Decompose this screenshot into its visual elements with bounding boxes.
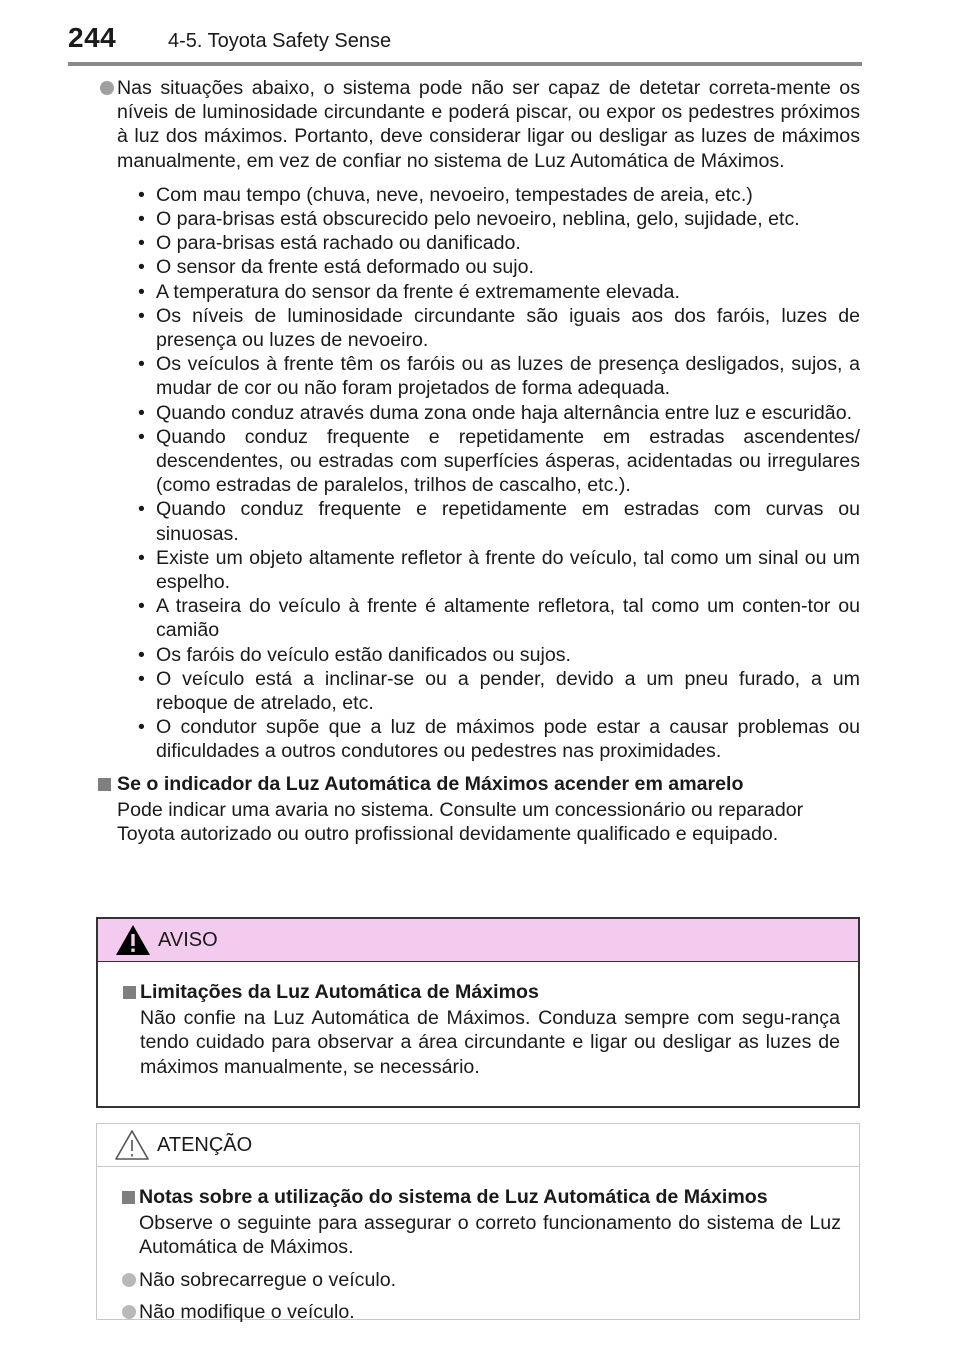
aviso-text: Não confie na Luz Automática de Máximos. Conduza sempre com segu-rança tendo cuidado para observar a área circundante e ligar ou desligar as luzes de máximos manualmente, se necessário. (140, 1007, 840, 1078)
atencao-body (97, 1167, 859, 1324)
aviso-title (123, 980, 840, 1004)
atencao-label: ATENÇÃO (157, 1134, 253, 1156)
square-bullet-icon (122, 1191, 135, 1204)
warning-triangle-outline-icon (113, 1128, 151, 1162)
list-item: • Quando conduz através duma zona onde haja alternância entre luz e escuridão. (156, 401, 860, 425)
square-bullet-icon (123, 986, 136, 999)
situation-list (100, 183, 860, 764)
section-title: 4-5. Toyota Safety Sense (168, 30, 392, 52)
list-item: • Os níveis de luminosidade circundante são iguais aos dos faróis, luzes de presença ou luzes de nevoeiro. (156, 304, 860, 352)
atencao-header (97, 1124, 859, 1167)
bullet-dot-icon (100, 81, 114, 95)
atencao-item-text: Não sobrecarregue o veículo. (139, 1268, 397, 1291)
list-item (122, 1268, 841, 1292)
list-item: • Os veículos à frente têm os faróis ou as luzes de presença desligados, sujos, a mudar de cor ou não foram projetados de forma adequada. (156, 352, 860, 400)
indicator-text: Pode indicar uma avaria no sistema. Consulte um concessionário ou reparador Toyota autorizado ou outro profissional devidamente qualificado e equipado. (117, 798, 804, 846)
atencao-box (96, 1123, 860, 1323)
list-item: • Quando conduz frequente e repetidamente em estradas ascendentes/ descendentes, ou estradas com superfícies ásperas, acidentadas ou irregulares (como estradas de paralelos, trilhos de cascalho, etc.). (156, 425, 860, 498)
aviso-label: AVISO (158, 929, 218, 951)
aviso-box (96, 917, 860, 1108)
page-header (0, 0, 960, 64)
intro-paragraph (100, 76, 860, 173)
list-item: • A traseira do veículo à frente é altamente refletora, tal como um conten-tor ou camião (156, 594, 860, 642)
list-item: • O para-brisas está obscurecido pelo nevoeiro, neblina, gelo, sujidade, etc. (156, 207, 860, 231)
atencao-title (122, 1185, 841, 1209)
list-item: • O condutor supõe que a luz de máximos pode estar a causar problemas ou dificuldades a outros condutores ou pedestres nas proximidades. (156, 715, 860, 763)
indicator-heading-text: Se o indicador da Luz Automática de Máximos acender em amarelo (117, 772, 744, 795)
list-item: • O sensor da frente está deformado ou sujo. (156, 255, 860, 279)
list-item (122, 1300, 841, 1324)
header-divider (68, 62, 862, 66)
aviso-header (98, 919, 858, 962)
warning-triangle-icon (114, 923, 152, 957)
atencao-item-text: Não modifique o veículo. (139, 1300, 355, 1323)
main-content (100, 76, 860, 846)
atencao-text: Observe o seguinte para assegurar o correto funcionamento do sistema de Luz Automática de Máximos. (139, 1212, 841, 1259)
list-item: • A temperatura do sensor da frente é extremamente elevada. (156, 280, 860, 304)
atencao-title-text: Notas sobre a utilização do sistema de Luz Automática de Máximos (139, 1186, 768, 1208)
intro-text: Nas situações abaixo, o sistema pode não ser capaz de detetar correta-mente os níveis de luminosidade circundante e poderá piscar, ou expor os pedestres próximos à luz dos máximos. Portanto, deve considerar ligar ou desligar as luzes de máximos manualmente, em vez de confiar no sistema de Luz Automática de Máximos. (117, 77, 860, 172)
page-number: 244 (68, 22, 117, 53)
square-bullet-icon (98, 778, 111, 791)
list-item: • O para-brisas está rachado ou danificado. (156, 231, 860, 255)
list-item: • O veículo está a inclinar-se ou a pender, devido a um pneu furado, a um reboque de atrelado, etc. (156, 667, 860, 715)
indicator-heading (100, 772, 860, 796)
list-item: • Os faróis do veículo estão danificados ou sujos. (156, 643, 860, 667)
bullet-dot-icon (122, 1273, 136, 1287)
list-item: • Existe um objeto altamente refletor à frente do veículo, tal como um sinal ou um espelho. (156, 546, 860, 594)
list-item: • Com mau tempo (chuva, neve, nevoeiro, tempestades de areia, etc.) (156, 183, 860, 207)
aviso-body (98, 962, 858, 1079)
list-item: • Quando conduz frequente e repetidamente em estradas com curvas ou sinuosas. (156, 497, 860, 545)
bullet-dot-icon (122, 1305, 136, 1319)
aviso-title-text: Limitações da Luz Automática de Máximos (140, 981, 539, 1003)
